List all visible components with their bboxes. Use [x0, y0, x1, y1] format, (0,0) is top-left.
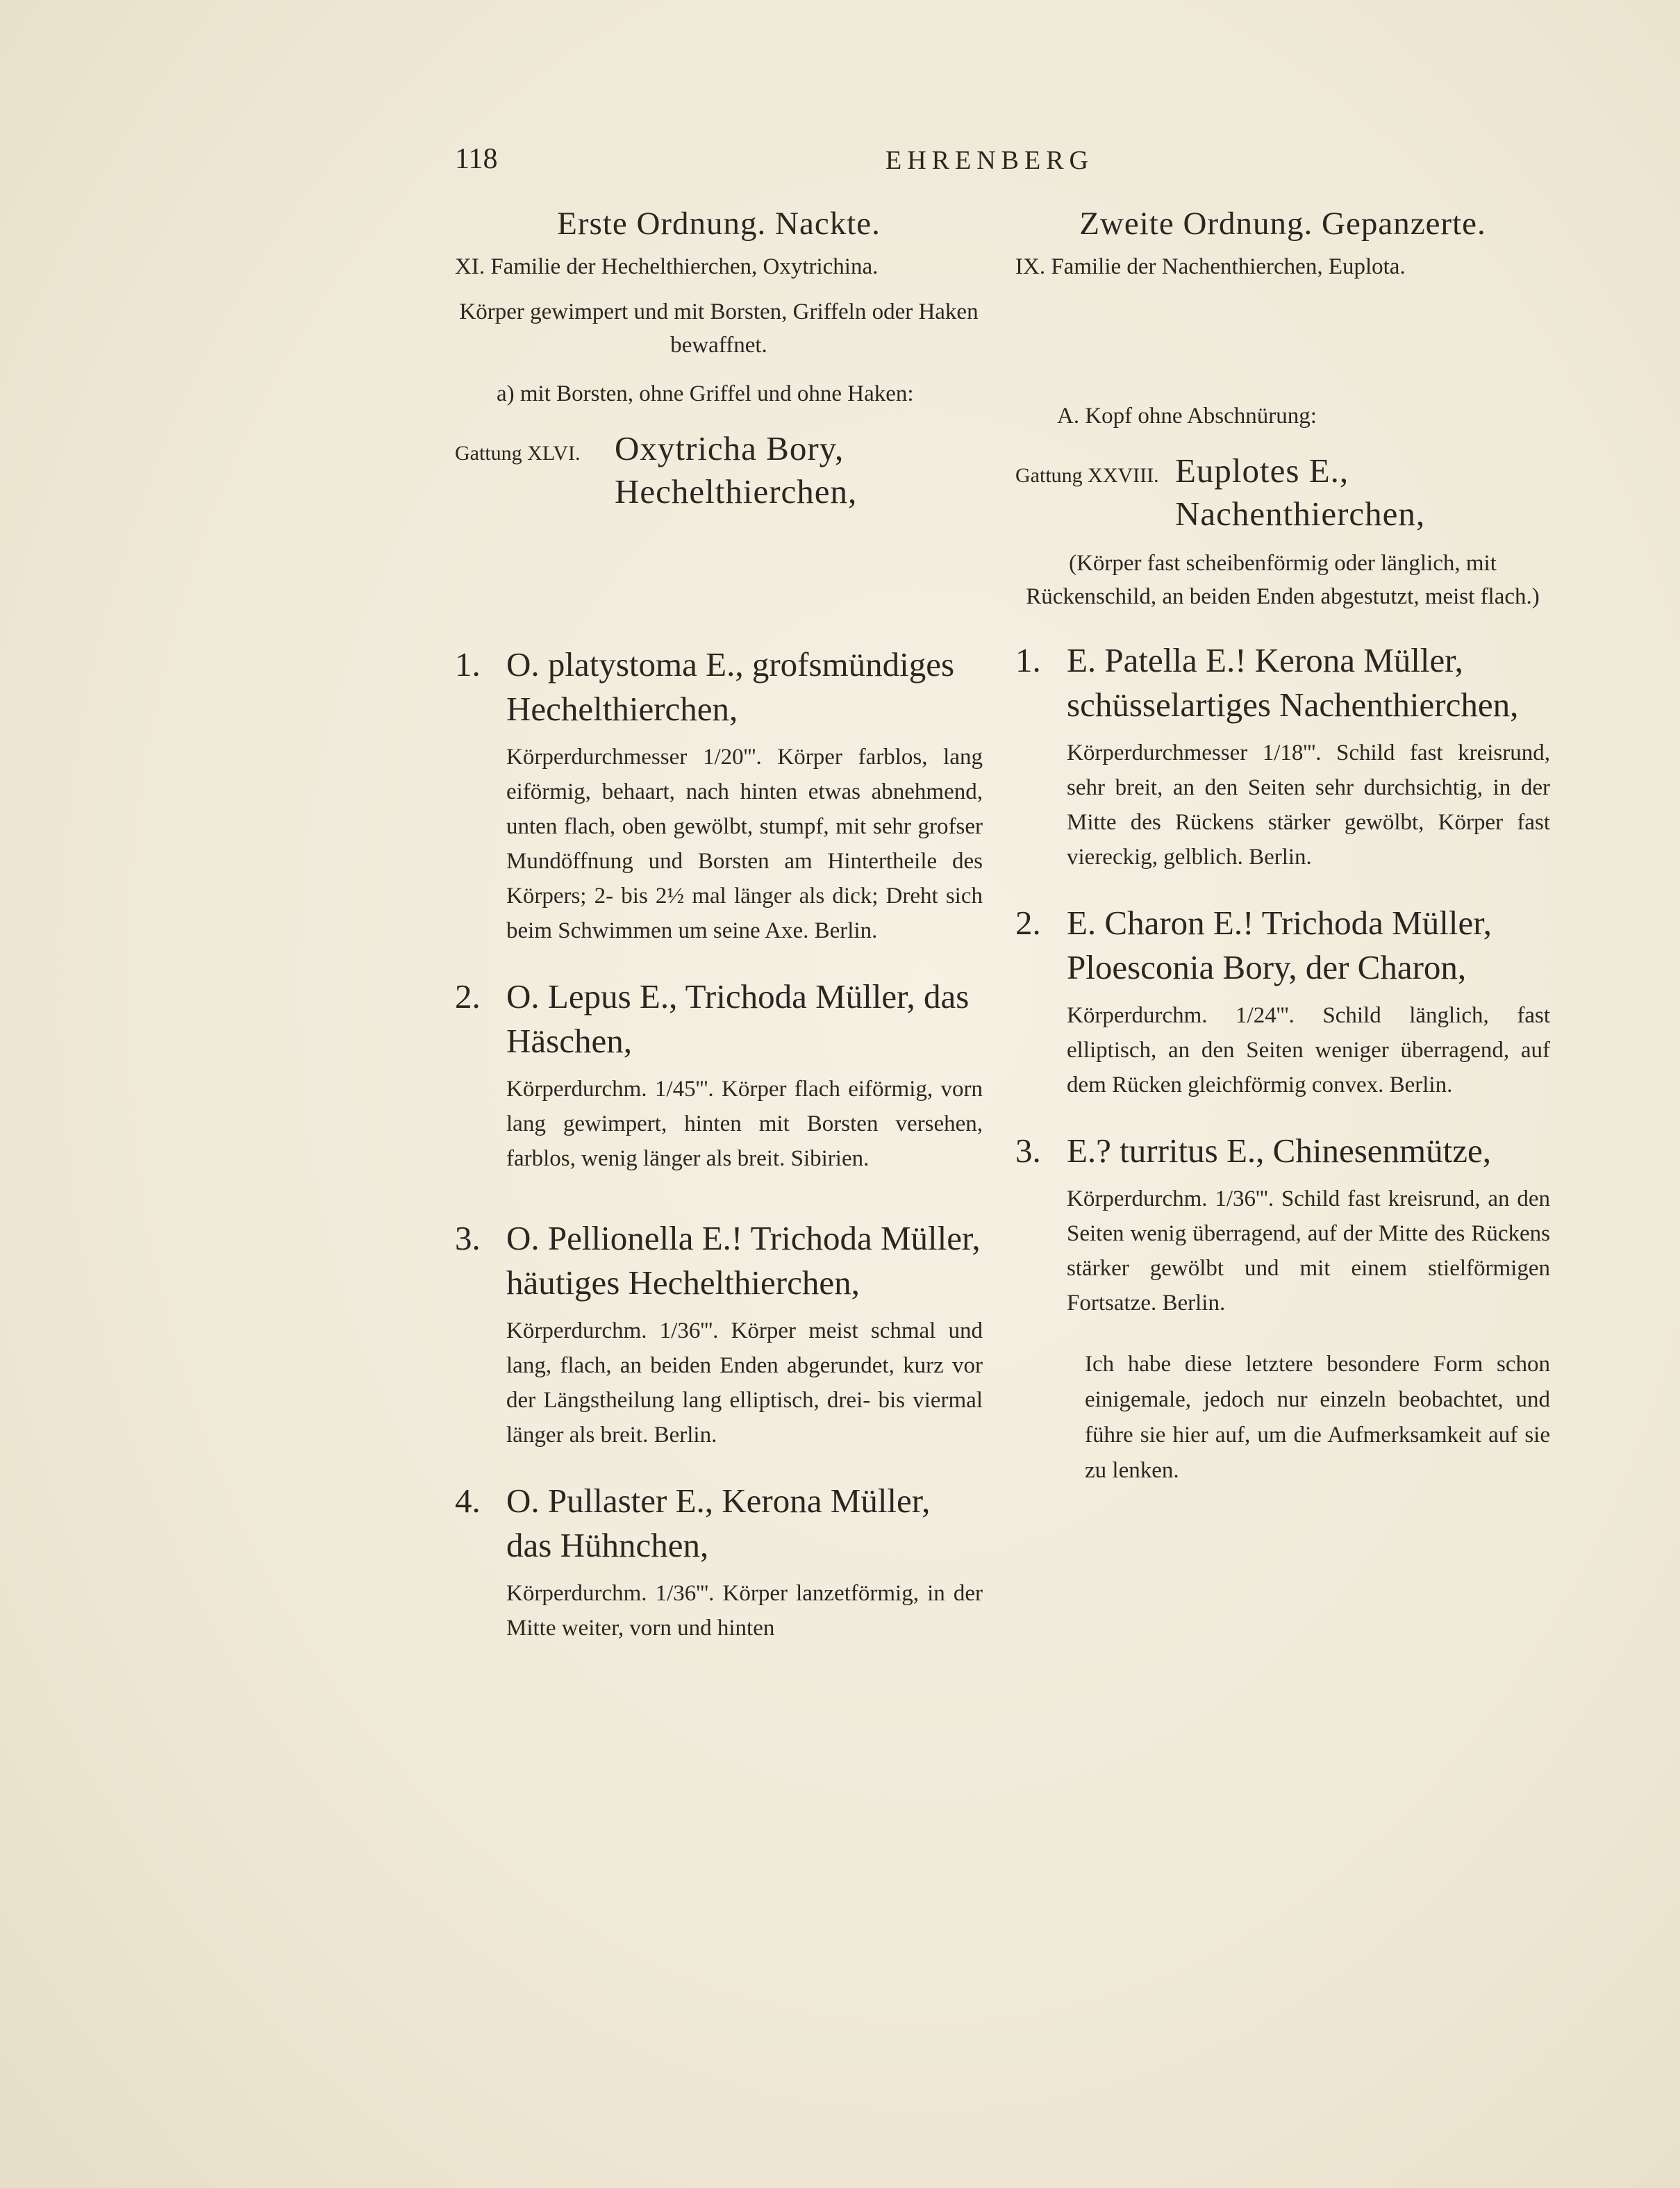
species-title: O. Pellionella E.! Trichoda Müller, häutiges Hechelthierchen, — [506, 1219, 981, 1302]
species-entry — [455, 1479, 983, 1646]
species-entry — [455, 1216, 983, 1452]
genus-heading — [455, 427, 983, 513]
genus-heading — [1015, 449, 1550, 536]
species-number: 3. — [1015, 1132, 1041, 1170]
species-title: O. platystoma E., grofsmündiges Hechelthierchen, — [506, 645, 955, 728]
family-heading: IX. Familie der Nachenthierchen, Euplota. — [1015, 254, 1406, 279]
species-title: E. Charon E.! Trichoda Müller, Ploesconia Bory, der Charon, — [1067, 904, 1492, 986]
species-title: E.? turritus E., Chinesenmütze, — [1067, 1132, 1491, 1170]
subgroup-heading: a) mit Borsten, ohne Griffel und ohne Haken: — [497, 381, 914, 406]
page-header — [455, 142, 1566, 184]
species-description: Körperdurchm. 1/24'''. Schild länglich, fast elliptisch, an den Seiten weniger überragend, auf dem Rücken gleichförmig convex. Berlin. — [1067, 1003, 1550, 1097]
species-title: E. Patella E.! Kerona Müller, schüsselartiges Nachenthierchen, — [1067, 641, 1519, 724]
order-heading: Zweite Ordnung. Gepanzerte. — [1079, 206, 1486, 242]
species-entry — [1015, 638, 1550, 875]
author-note: Ich habe diese letztere besondere Form schon einigemale, jedoch nur einzeln beobachtet, und führe sie hier auf, um die Aufmerksamkeit auf sie zu lenken. — [1085, 1352, 1550, 1483]
species-description: Körperdurchm. 1/45'''. Körper flach eiförmig, vorn lang gewimpert, hinten mit Borsten versehen, farblos, wenig länger als breit. Sibirien. — [506, 1077, 983, 1171]
species-number: 1. — [1015, 641, 1041, 679]
species-title: O. Pullaster E., Kerona Müller, das Hühnchen, — [506, 1482, 931, 1564]
species-number: 1. — [455, 645, 481, 683]
order-heading: Erste Ordnung. Nackte. — [557, 206, 881, 242]
page-number: 118 — [455, 143, 498, 175]
species-number: 3. — [455, 1219, 481, 1257]
species-number: 2. — [1015, 904, 1041, 942]
left-column — [455, 205, 983, 1672]
species-description: Körperdurchm. 1/36'''. Schild fast kreisrund, an den Seiten wenig überragend, auf der Mitte des Rückens stärker gewölbt und mit einem stielförmigen Fortsatze. Berlin. — [1067, 1186, 1550, 1316]
species-description: Körperdurchmesser 1/18'''. Schild fast kreisrund, sehr breit, an den Seiten sehr durchsichtig, in der Mitte des Rückens stärker gewölbt, Körper fast viereckig, gelblich. Berlin. — [1067, 740, 1550, 870]
right-column — [1015, 205, 1550, 1489]
species-title: O. Lepus E., Trichoda Müller, das Häschen, — [506, 977, 970, 1060]
genus-label: Gattung XXVIII. — [1015, 464, 1159, 487]
genus-name: Oxytricha Bory, Hechelthierchen, — [615, 429, 858, 511]
species-entry — [1015, 1129, 1550, 1320]
subgroup-heading: A. Kopf ohne Abschnürung: — [1057, 404, 1317, 429]
species-entry — [1015, 901, 1550, 1102]
family-heading: XI. Familie der Hechelthierchen, Oxytrichina. — [455, 254, 879, 279]
species-entry — [455, 975, 983, 1176]
genus-label: Gattung XLVI. — [455, 442, 581, 465]
species-number: 2. — [455, 977, 481, 1016]
running-head-author: EHRENBERG — [885, 146, 1094, 175]
genus-note: (Körper fast scheibenförmig oder länglich, mit Rückenschild, an beiden Enden abgestutzt, meist flach.) — [1026, 551, 1540, 609]
species-description: Körperdurchm. 1/36'''. Körper meist schmal und lang, flach, an beiden Enden abgerundet, kurz vor der Längstheilung lang elliptisch, drei- bis viermal länger als breit. Berlin. — [506, 1318, 983, 1448]
genus-name: Euplotes E., Nachenthierchen, — [1175, 451, 1426, 533]
species-description: Körperdurchmesser 1/20'''. Körper farblos, lang eiförmig, behaart, nach hinten etwas abnehmend, unten flach, oben gewölbt, stumpf, mit sehr grofser Mundöffnung und Borsten am Hintertheile des Körpers; 2- bis 2½ mal länger als dick; Dreht sich beim Schwimmen um seine Axe. Berlin. — [506, 745, 983, 943]
species-number: 4. — [455, 1482, 481, 1520]
species-entry — [455, 643, 983, 948]
species-description: Körperdurchm. 1/36'''. Körper lanzetförmig, in der Mitte weiter, vorn und hinten — [506, 1581, 983, 1641]
family-description: Körper gewimpert und mit Borsten, Griffeln oder Haken bewaffnet. — [459, 299, 979, 358]
